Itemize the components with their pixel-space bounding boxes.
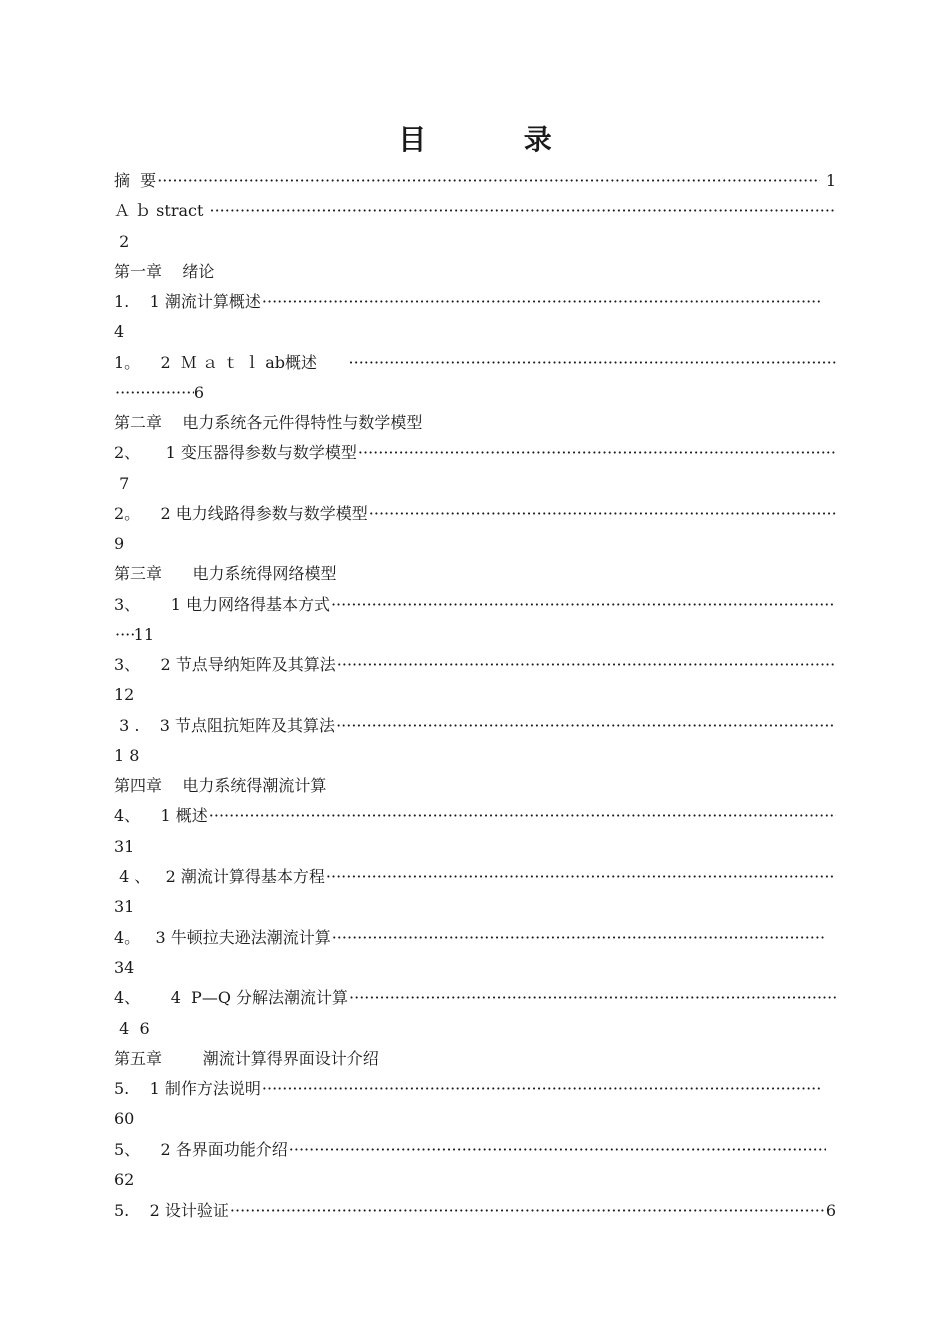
leader-dots xyxy=(209,197,836,225)
toc-entry-label: 4。 3 牛顿拉夫逊法潮流计算 xyxy=(114,928,331,947)
toc-page-number: 9 xyxy=(114,534,125,553)
leader-dots xyxy=(230,1197,825,1225)
toc-entry-label: 3、 2 节点导纳矩阵及其算法 xyxy=(114,655,336,674)
toc-page-number: 7 xyxy=(114,474,130,493)
toc-entry-3-1-cont xyxy=(114,621,154,649)
toc-entry-1-2-cont xyxy=(114,379,204,407)
toc-page-number: 60 xyxy=(114,1109,135,1128)
toc-page-number: 4 xyxy=(114,322,125,341)
toc-entry-5-3[interactable] xyxy=(114,1197,836,1225)
toc-entry-page: 6 xyxy=(193,383,204,402)
leader-dots xyxy=(337,651,836,679)
toc-entry-abstract-cn[interactable] xyxy=(114,167,836,195)
toc-entry-1-2[interactable] xyxy=(114,349,836,377)
toc-page-number: 2 xyxy=(114,232,130,251)
toc-chapter-2[interactable]: 第二章 电力系统各元件得特性与数学模型 xyxy=(114,413,423,432)
leader-dots xyxy=(262,288,822,316)
toc-page-number: 1 8 xyxy=(114,746,140,765)
toc-title: 目 录 xyxy=(398,123,552,156)
toc-entry-1-1[interactable] xyxy=(114,288,822,316)
leader-dots xyxy=(115,621,134,649)
leader-dots xyxy=(157,167,820,195)
leader-dots xyxy=(326,863,836,891)
leader-dots xyxy=(262,1075,822,1103)
toc-entry-label: 5. 2 设计验证 xyxy=(114,1201,229,1220)
toc-entry-label: 3、 1 电力网络得基本方式 xyxy=(114,595,330,614)
toc-page-number: 31 xyxy=(114,897,135,916)
toc-entry-2-1[interactable] xyxy=(114,439,836,467)
toc-entry-5-1[interactable] xyxy=(114,1075,822,1103)
leader-dots xyxy=(349,984,836,1012)
leader-dots xyxy=(331,591,836,619)
toc-chapter-5[interactable]: 第五章 潮流计算得界面设计介绍 xyxy=(114,1049,379,1068)
leader-dots xyxy=(115,379,194,407)
toc-entry-label: 5、 2 各界面功能介绍 xyxy=(114,1140,288,1159)
toc-entry-4-3[interactable] xyxy=(114,924,826,952)
toc-chapter-1[interactable]: 第一章 绪论 xyxy=(114,262,215,281)
toc-entry-label: 4、 1 概述 xyxy=(114,806,208,825)
toc-entry-3-2[interactable] xyxy=(114,651,836,679)
leader-dots xyxy=(369,500,836,528)
toc-entry-label: 2、 1 变压器得参数与数学模型 xyxy=(114,443,357,462)
toc-chapter-4[interactable]: 第四章 电力系统得潮流计算 xyxy=(114,776,327,795)
leader-dots xyxy=(336,712,836,740)
toc-entry-label: 摘 要 xyxy=(114,171,157,190)
toc-entry-label: 2。 2 电力线路得参数与数学模型 xyxy=(114,504,368,523)
toc-entry-label: 3 . 3 节点阻抗矩阵及其算法 xyxy=(114,716,336,735)
toc-entry-3-1[interactable] xyxy=(114,591,836,619)
toc-chapter-3[interactable]: 第三章 电力系统得网络模型 xyxy=(114,564,337,583)
toc-entry-4-1[interactable] xyxy=(114,802,836,830)
toc-entry-label: Ａ ｂ stract xyxy=(114,201,209,220)
toc-page-number: 4 6 xyxy=(114,1019,150,1038)
toc-entry-4-4[interactable] xyxy=(114,984,836,1012)
leader-dots xyxy=(289,1136,826,1164)
toc-entry-label: 4、 4 P—Q 分解法潮流计算 xyxy=(114,988,349,1007)
toc-page-number: 12 xyxy=(114,685,135,704)
toc-entry-abstract-en[interactable] xyxy=(114,197,836,225)
toc-page-number: 62 xyxy=(114,1170,135,1189)
toc-entry-page: 6 xyxy=(825,1201,836,1220)
leader-dots xyxy=(358,439,836,467)
leader-dots xyxy=(209,802,836,830)
toc-entry-label: 4 、 2 潮流计算得基本方程 xyxy=(114,867,325,886)
toc-entry-5-2[interactable] xyxy=(114,1136,826,1164)
leader-dots xyxy=(332,924,826,952)
toc-entry-page: 1 xyxy=(820,171,836,190)
toc-entry-4-2[interactable] xyxy=(114,863,836,891)
toc-page-number: 34 xyxy=(114,958,135,977)
toc-entry-label: 1. 1 潮流计算概述 xyxy=(114,292,261,311)
toc-entry-label: 5. 1 制作方法说明 xyxy=(114,1079,261,1098)
toc-entry-3-3[interactable] xyxy=(114,712,836,740)
toc-page-number: 31 xyxy=(114,837,135,856)
toc-entry-label: 1。 2 Ｍ ａ ｔ ｌ ab概述 xyxy=(114,353,348,372)
toc-entry-2-2[interactable] xyxy=(114,500,836,528)
toc-entry-page: 11 xyxy=(133,625,154,644)
leader-dots xyxy=(349,349,836,377)
